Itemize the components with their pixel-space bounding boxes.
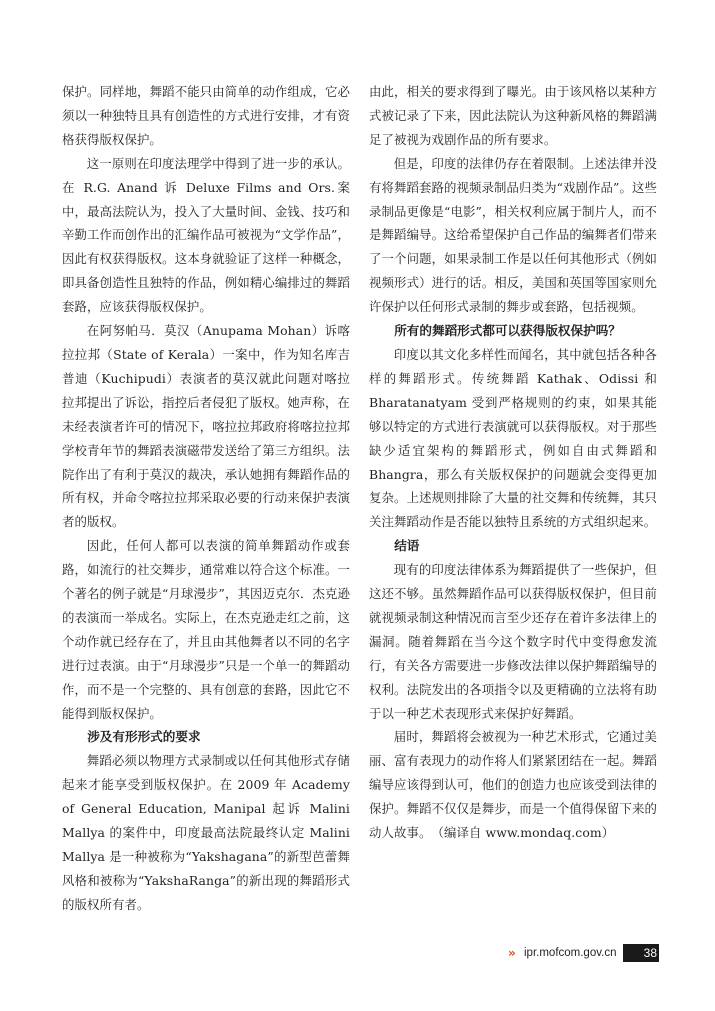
double-chevron-right-icon: » (508, 946, 516, 960)
paragraph: 由此，相关的要求得到了曝光。由于该风格以某种方式被记录了下来，因此法院认为这种新风格的舞蹈满足了被视为戏剧作品的所有要求。 (369, 84, 657, 147)
paragraph: 保护。同样地，舞蹈不能只由简单的动作组成，它必须以一种独特且具有创造性的方式进行安排，才有资格获得版权保护。 (62, 84, 350, 147)
paragraph: 这一原则在印度法理学中得到了进一步的承认。在 R.G. Anand 诉 Deluxe Films and Ors.案中，最高法院认为，投入了大量时间、金钱、技巧和辛勤工作而创作出的汇编作品可被视为“文学作品”，因此有权获得版权。这本身就验证了这样一种概念，即具备创造性且独特的作品，例如精心编排过的舞蹈套路，应该获得版权保护。 (62, 155, 350, 315)
paragraph: 在阿努帕马．莫汉（Anupama Mohan）诉喀拉拉邦（State of Kerala）一案中，作为知名库吉普迪（Kuchipudi）表演者的莫汉就此问题对喀拉拉邦提出了诉讼，指控后者侵犯了版权。她声称，在未经表演者许可的情况下，喀拉拉邦政府将喀拉拉邦学校青年节的舞蹈表演磁带发送给了第三方组织。法院作出了有利于莫汉的裁决，承认她拥有舞蹈作品的所有权，并命令喀拉拉邦采取必要的行动来保护表演者的版权。 (62, 323, 350, 530)
paragraph: 现有的印度法律体系为舞蹈提供了一些保护，但这还不够。虽然舞蹈作品可以获得版权保护，但目前就视频录制这种情况而言至少还存在着许多法律上的漏洞。随着舞蹈在当今这个数字时代中变得愈发流行，有关各方需要进一步修改法律以保护舞蹈编导的权利。法院发出的各项指令以及更精确的立法将有助于以一种艺术表现形式来保护好舞蹈。 (369, 562, 657, 721)
page-footer (508, 944, 658, 962)
section-heading: 涉及有形形式的要求 (87, 729, 201, 745)
page-number: 38 (623, 944, 659, 962)
left-column (62, 80, 350, 917)
website-url: ipr.mofcom.gov.cn (524, 947, 617, 959)
section-heading: 所有的舞蹈形式都可以获得版权保护吗？ (394, 323, 621, 339)
paragraph: 但是，印度的法律仍存在着限制。上述法律并没有将舞蹈套路的视频录制品归类为“戏剧作品”。这些录制品更像是“电影”，相关权利应属于制片人，而不是舞蹈编导。这给希望保护自己作品的编舞者们带来了一个问题，如果录制工作是以任何其他形式（例如视频形式）进行的话。相反，美国和英国等国家则允许保护以任何形式录制的舞步或套路，包括视频。 (369, 155, 657, 315)
paragraph: 舞蹈必须以物理方式录制或以任何其他形式存储起来才能享受到版权保护。在 2009 年 Academy of General Education, Manipal 起诉 Malini Mallya 的案件中，印度最高法院最终认定 Malini Mallya 是一种被称为“Yakshagana”的新型芭蕾舞风格和被称为“YakshaRanga”的新出现的舞蹈形式的版权所有者。 (62, 753, 350, 912)
section-heading: 结语 (394, 538, 420, 554)
paragraph: 印度以其文化多样性而闻名，其中就包括各种各样的舞蹈形式。传统舞蹈 Kathak、Odissi 和 Bharatanatyam 受到严格规则的约束，如果其能够以特定的方式进行表演就可以获得版权。对于那些缺少适宜架构的舞蹈形式，例如自由式舞蹈和 Bhangra，那么有关版权保护的问题就会变得更加复杂。上述规则排除了大量的社交舞和传统舞，其只关注舞蹈动作是否能以独特且系统的方式组织起来。 (369, 346, 657, 530)
right-column (369, 80, 657, 845)
paragraph: 因此，任何人都可以表演的简单舞蹈动作或套路，如流行的社交舞步，通常难以符合这个标准。一个著名的例子就是“月球漫步”，其因迈克尔．杰克逊的表演而一举成名。实际上，在杰克逊走红之前，这个动作就已经存在了，并且由其他舞者以不同的名字进行过表演。由于“月球漫步”只是一个单一的舞蹈动作，而不是一个完整的、具有创意的套路，因此它不能得到版权保护。 (62, 538, 350, 721)
paragraph: 届时，舞蹈将会被视为一种艺术形式，它通过美丽、富有表现力的动作将人们紧紧团结在一起。舞蹈编导应该得到认可，他们的创造力也应该受到法律的保护。舞蹈不仅仅是舞步，而是一个值得保留下来的动人故事。 （编译自 www.mondaq.com） (369, 729, 657, 841)
